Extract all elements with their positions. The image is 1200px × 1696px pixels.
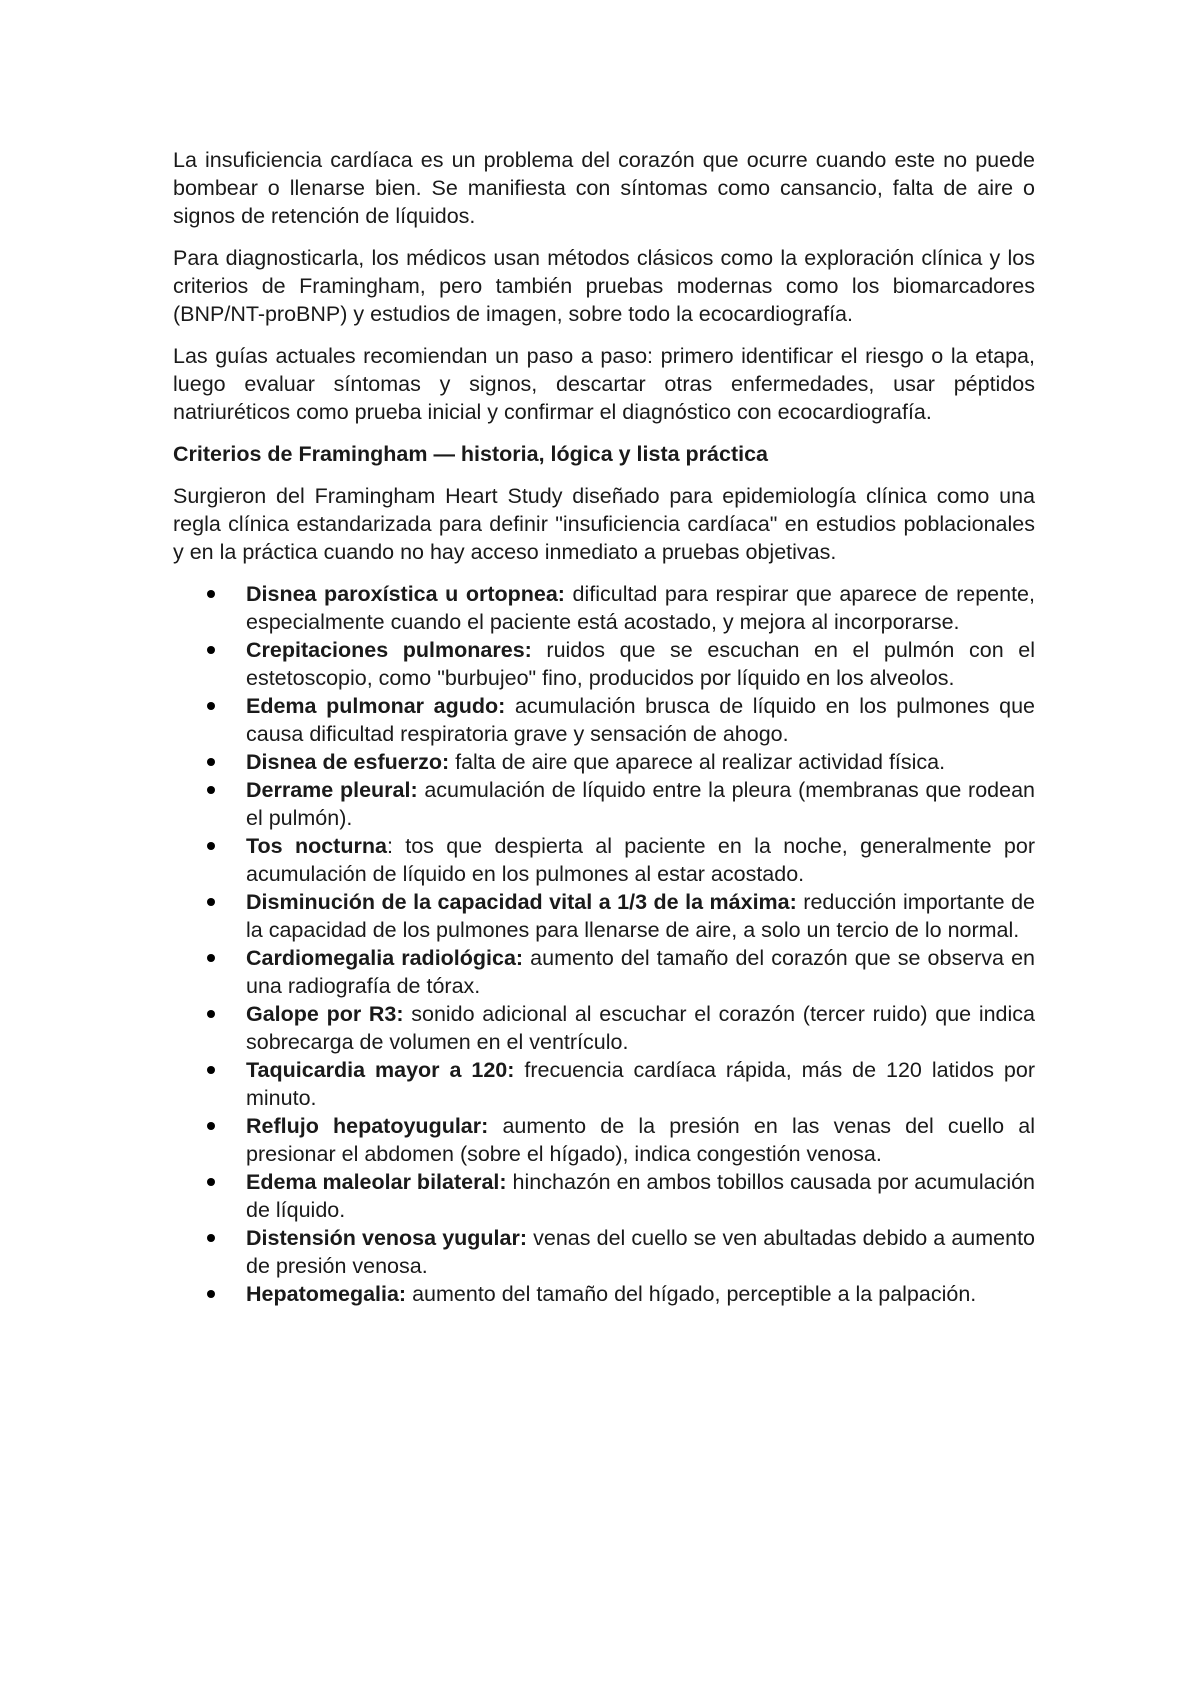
criterion-description: aumento de la presión en las venas del cuello al presionar el abdomen (sobre el hígado), indica congestión venosa. [246, 1114, 1035, 1166]
list-item [173, 636, 1035, 692]
bullet-icon [207, 1010, 215, 1018]
intro-paragraph-3: Las guías actuales recomiendan un paso a paso: primero identificar el riesgo o la etapa, luego evaluar síntomas y signos, descartar otras enfermedades, usar péptidos natriuréticos como prueba inicial y confirmar el diagnóstico con ecocardiografía. [173, 344, 1035, 424]
list-item [173, 1280, 1035, 1308]
criterion-term: Disminución de la capacidad vital a 1/3 de la máxima: [246, 890, 797, 914]
bullet-icon [207, 842, 215, 850]
framingham-intro-paragraph: Surgieron del Framingham Heart Study diseñado para epidemiología clínica como una regla clínica estandarizada para definir "insuficiencia cardíaca" en estudios poblacionales y en la práctica cuando no hay acceso inmediato a pruebas objetivas. [173, 484, 1035, 564]
criteria-list [173, 580, 1035, 1308]
bullet-icon [207, 786, 215, 794]
list-item [173, 1112, 1035, 1168]
criterion-term: Edema pulmonar agudo: [246, 694, 506, 718]
criterion-description: sonido adicional al escuchar el corazón (tercer ruido) que indica sobrecarga de volumen en el ventrículo. [246, 1002, 1035, 1054]
criterion-description: acumulación brusca de líquido en los pulmones que causa dificultad respiratoria grave y sensación de ahogo. [246, 694, 1035, 746]
criterion-term: Crepitaciones pulmonares: [246, 638, 532, 662]
section-heading: Criterios de Framingham — historia, lógica y lista práctica [173, 442, 769, 466]
criterion-description: dificultad para respirar que aparece de repente, especialmente cuando el paciente está acostado, y mejora al incorporarse. [246, 582, 1035, 634]
criterion-description: frecuencia cardíaca rápida, más de 120 latidos por minuto. [246, 1058, 1035, 1110]
criterion-description: hinchazón en ambos tobillos causada por acumulación de líquido. [246, 1170, 1036, 1222]
list-item [173, 748, 1035, 776]
criterion-description: falta de aire que aparece al realizar actividad física. [449, 750, 946, 774]
bullet-icon [207, 954, 215, 962]
criterion-description: ruidos que se escuchan en el pulmón con el estetoscopio, como "burbujeo" fino, producidos por líquido en los alveolos. [246, 638, 1035, 690]
list-item [173, 832, 1035, 888]
bullet-icon [207, 898, 215, 906]
criterion-term: Taquicardia mayor a 120: [246, 1058, 515, 1082]
criterion-term: Reflujo hepatoyugular: [246, 1114, 489, 1138]
list-item [173, 1056, 1035, 1112]
bullet-icon [207, 1066, 215, 1074]
intro-paragraph-1: La insuficiencia cardíaca es un problema del corazón que ocurre cuando este no puede bombear o llenarse bien. Se manifiesta con síntomas como cansancio, falta de aire o signos de retención de líquidos. [173, 148, 1035, 228]
criterion-description: acumulación de líquido entre la pleura (membranas que rodean el pulmón). [246, 778, 1035, 830]
bullet-icon [207, 1178, 215, 1186]
criterion-term: Hepatomegalia: [246, 1282, 407, 1306]
criterion-term: Disnea de esfuerzo: [246, 750, 450, 774]
bullet-icon [207, 1290, 215, 1298]
criterion-description: : tos que despierta al paciente en la noche, generalmente por acumulación de líquido en los pulmones al estar acostado. [246, 834, 1035, 886]
criterion-term: Disnea paroxística u ortopnea: [246, 582, 565, 606]
criterion-description: reducción importante de la capacidad de los pulmones para llenarse de aire, a solo un tercio de lo normal. [246, 890, 1036, 942]
bullet-icon [207, 590, 215, 598]
list-item [173, 888, 1035, 944]
criterion-term: Tos nocturna [246, 834, 387, 858]
bullet-icon [207, 1122, 215, 1130]
list-item [173, 1224, 1035, 1280]
criterion-description: aumento del tamaño del hígado, perceptible a la palpación. [406, 1282, 977, 1306]
criterion-term: Galope por R3: [246, 1002, 404, 1026]
list-item [173, 776, 1035, 832]
criterion-description: aumento del tamaño del corazón que se observa en una radiografía de tórax. [246, 946, 1036, 998]
list-item [173, 1000, 1035, 1056]
criterion-term: Edema maleolar bilateral: [246, 1170, 507, 1194]
bullet-icon [207, 1234, 215, 1242]
criterion-term: Distensión venosa yugular: [246, 1226, 528, 1250]
intro-paragraph-2: Para diagnosticarla, los médicos usan métodos clásicos como la exploración clínica y los criterios de Framingham, pero también pruebas modernas como los biomarcadores (BNP/NT-proBNP) y estudios de imagen, sobre todo la ecocardiografía. [173, 246, 1035, 326]
list-item [173, 944, 1035, 1000]
criterion-term: Derrame pleural: [246, 778, 418, 802]
list-item [173, 1168, 1035, 1224]
document-page [173, 146, 1035, 1308]
bullet-icon [207, 646, 215, 654]
bullet-icon [207, 758, 215, 766]
list-item [173, 580, 1035, 636]
bullet-icon [207, 702, 215, 710]
list-item [173, 692, 1035, 748]
criterion-description: venas del cuello se ven abultadas debido a aumento de presión venosa. [246, 1226, 1035, 1278]
criterion-term: Cardiomegalia radiológica: [246, 946, 524, 970]
